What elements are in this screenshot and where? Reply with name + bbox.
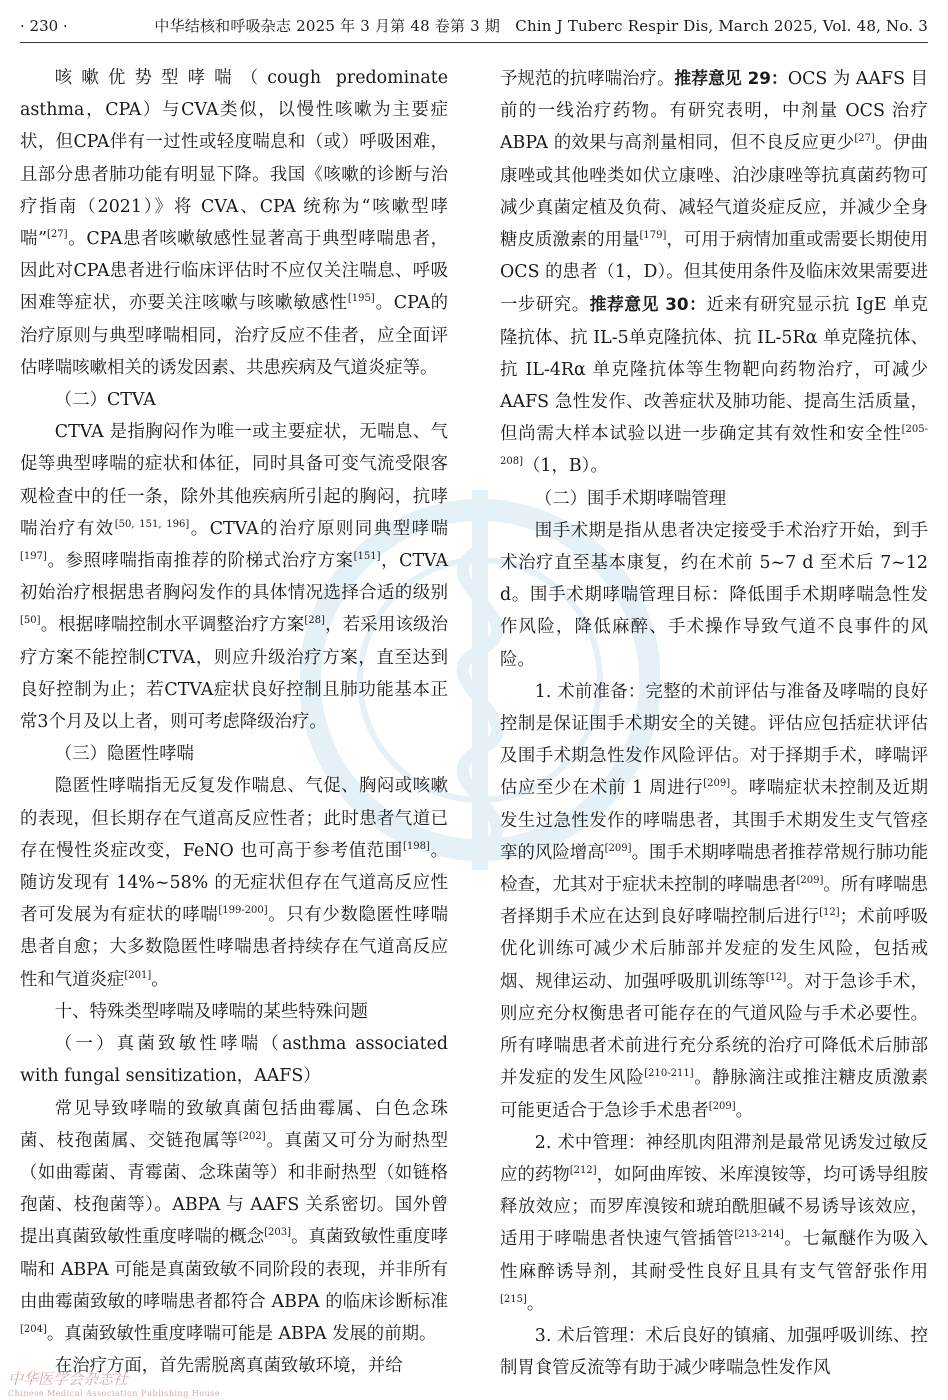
perioperative-paragraph: 围手术期是指从患者决定接受手术治疗开始，到手术治疗直至基本康复，约在术前 5~7 d 至术后 7~12 d。围手术期哮喘管理目标：降低围手术期哮喘急性发作风险，降低麻醉、手术操作导致气道不良事件的风险。	[500, 520, 928, 670]
publisher-logo-en: Chinese Medical Association Publishing House	[8, 1389, 221, 1398]
header-divider	[20, 42, 928, 43]
recommendation-30-label: 推荐意见 30：	[589, 294, 707, 315]
intraoperative-paragraph: 2. 术中管理：神经肌肉阻滞剂是最常见诱发过敏反应的药物[212]，如阿曲库铵、米库溴铵等，均可诱导组胺释放效应；而罗库溴铵和琥珀酰胆碱不易诱导该效应，适用于哮喘患者快速气管插管[213-214]。七氟醚作为吸入性麻醉诱导剂，其耐受性良好且具有支气管舒张作用[215]。	[500, 1132, 928, 1314]
journal-citation: 中华结核和呼吸杂志 2025 年 3 月第 48 卷第 3 期 Chin J Tuberc Respir Dis, March 2025, Vol. 48, No. 3	[154, 17, 928, 35]
section-10-heading: 十、特殊类型哮喘及哮喘的某些特殊问题	[54, 1001, 368, 1022]
page-number: · 230 ·	[20, 17, 68, 35]
running-header	[20, 14, 928, 38]
publisher-logo	[8, 1368, 328, 1396]
right-column	[500, 62, 928, 1384]
aafs-treatment-paragraph: 予规范的抗哮喘治疗。推荐意见 29：OCS 为 AAFS 目前的一线治疗药物。有研究表明，中剂量 OCS 治疗 ABPA 的效果与高剂量相同，但不良反应更少[27]。伊曲康唑或其他唑类如伏立康唑、泊沙康唑等抗真菌药物可减少真菌定植及负荷、减轻气道炎症反应，并减少全身糖皮质激素的用量[179]，可用于病情加重或需要长期使用 OCS 的患者（1，D）。但其使用条件及临床效果需要进一步研究。推荐意见 30：近来有研究显示抗 IgE 单克隆抗体、抗 IL-5单克隆抗体、抗 IL-5Rα 单克隆抗体、抗 IL-4Rα 单克隆抗体等生物靶向药物治疗，可减少 AAFS 急性发作、改善症状及肺功能、提高生活质量，但尚需大样本试验以进一步确定其有效性和安全性[205-208]（1，B）。	[500, 68, 928, 477]
hidden-asthma-paragraph: 隐匿性哮喘指无反复发作喘息、气促、胸闷或咳嗽的表现，但长期存在气道高反应性者；此时患者气道已存在慢性炎症改变，FeNO 也可高于参考值范围[198]。随访发现有 14%~58% 的无症状但存在气道高反应性者可发展为有症状的哮喘[199-200]。只有少数隐匿性哮喘患者自愈；大多数隐匿性哮喘患者持续存在气道高反应性和气道炎症[201]。	[20, 776, 448, 990]
left-column	[20, 62, 448, 1382]
aafs-paragraph-1: 常见导致哮喘的致敏真菌包括曲霉属、白色念珠菌、枝孢菌属、交链孢属等[202]。真菌又可分为耐热型（如曲霉菌、青霉菌、念珠菌等）和非耐热型（如链格孢菌、枝孢菌等）。ABPA 与 AAFS 关系密切。国外曾提出真菌致敏性重度哮喘的概念[203]。真菌致敏性重度哮喘和 ABPA 可能是真菌致敏不同阶段的表现，并非所有由曲霉菌致敏的哮喘患者都符合 ABPA 的临床诊断标准[204]。真菌致敏性重度哮喘可能是 ABPA 发展的前期。	[20, 1098, 448, 1344]
cpa-paragraph: 咳嗽优势型哮喘（cough predominate asthma，CPA）与CVA类似，以慢性咳嗽为主要症状，但CPA伴有一过性或轻度喘息和（或）呼吸困难，且部分患者肺功能有明显下降。我国《咳嗽的诊断与治疗指南（2021）》将 CVA、CPA 统称为“咳嗽型哮喘”[27]。CPA患者咳嗽敏感性显著高于典型哮喘患者，因此对CPA患者进行临床评估时不应仅关注喘息、呼吸困难等症状，亦要关注咳嗽与咳嗽敏感性[195]。CPA的治疗原则与典型哮喘相同，治疗反应不佳者，应全面评估哮喘咳嗽相关的诱发因素、共患疾病及气道炎症等。	[20, 68, 448, 378]
perioperative-heading: （二）围手术期哮喘管理	[534, 488, 727, 509]
ctva-paragraph: CTVA 是指胸闷作为唯一或主要症状，无喘息、气促等典型哮喘的症状和体征，同时具备可变气流受限客观检查中的任一条，除外其他疾病所引起的胸闷，抗哮喘治疗有效[50, 151, 196]。CTVA的治疗原则同典型哮喘[197]。参照哮喘指南推荐的阶梯式治疗方案[151]，CTVA 初始治疗根据患者胸闷发作的具体情况选择合适的级别[50]。根据哮喘控制水平调整治疗方案[28]，若采用该级治疗方案不能控制CTVA，则应升级治疗方案，直至达到良好控制为止；若CTVA症状良好控制且肺功能基本正常3个月及以上者，则可考虑降级治疗。	[20, 422, 448, 733]
hidden-asthma-heading: （三）隐匿性哮喘	[54, 744, 194, 765]
recommendation-29-label: 推荐意见 29：	[674, 68, 788, 88]
aafs-paragraph-2: 在治疗方面，首先需脱离真菌致敏环境，并给	[54, 1356, 403, 1377]
aafs-heading: （一）真菌致敏性哮喘（asthma associated with fungal sensitization，AAFS）	[20, 1034, 448, 1087]
publisher-logo-cn: 中华医学会杂志社	[8, 1370, 129, 1388]
ctva-heading: （二）CTVA	[54, 390, 156, 411]
postoperative-paragraph: 3. 术后管理：术后良好的镇痛、加强呼吸训练、控制胃食管反流等有助于减少哮喘急性发作风	[500, 1325, 928, 1379]
preoperative-paragraph: 1. 术前准备：完整的术前评估与准备及哮喘的良好控制是保证围手术期安全的关键。评估应包括症状评估及围手术期急性发作风险评估。对于择期手术，哮喘评估应至少在术前 1 周进行[209]。哮喘症状未控制及近期发生过急性发作的哮喘患者，其围手术期发生支气管痉挛的风险增高[209]。围手术期哮喘患者推荐常规行肺功能检查，尤其对于症状未控制的哮喘患者[209]。所有哮喘患者择期手术应在达到良好哮喘控制后进行[12]；术前呼吸优化训练可减少术后肺部并发症的发生风险，包括戒烟、规律运动、加强呼吸肌训练等[12]。对于急诊手术，则应充分权衡患者可能存在的气道风险与手术必要性。所有哮喘患者术前进行充分系统的治疗可降低术后肺部并发症的发生风险[210-211]。静脉滴注或推注糖皮质激素可能更适合于急诊手术患者[209]。	[500, 681, 928, 1121]
